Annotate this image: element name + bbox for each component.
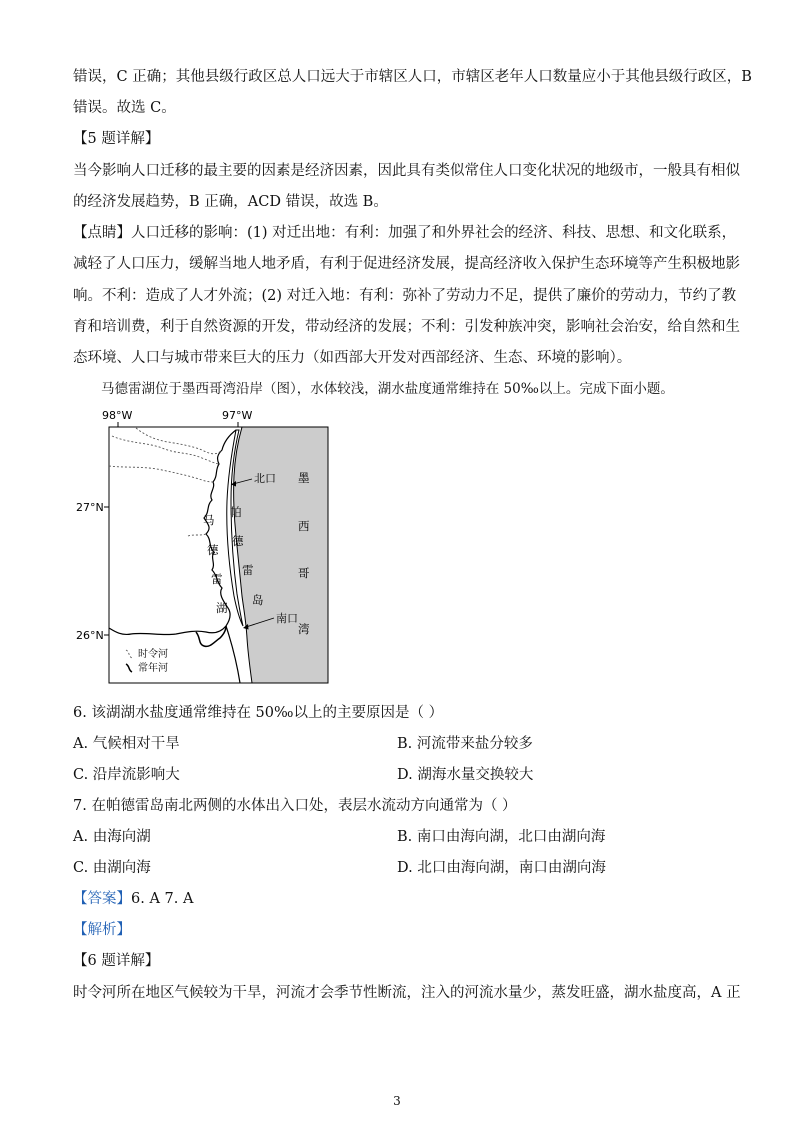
gulf-label-char: 哥 <box>298 566 310 580</box>
lake-label-char: 德 <box>207 543 219 557</box>
section-heading: 【5 题详解】 <box>73 131 160 147</box>
lon-label-98w: 98°W <box>102 409 133 422</box>
q7-option-d[interactable]: D. 北口由海向湖，南口由湖向海 <box>397 860 606 876</box>
island-label-char: 德 <box>232 534 244 548</box>
question-7-stem: 7. 在帕德雷岛南北两侧的水体出入口处，表层水流动方向通常为（ ） <box>73 798 517 814</box>
q6-option-c[interactable]: C. 沿岸流影响大 <box>73 767 180 783</box>
gulf-label-char: 墨 <box>298 471 310 485</box>
lake-label-char: 雷 <box>211 572 223 586</box>
text-line: 育和培训费，利于自然资源的开发，带动经济的发展；不利：引发种族冲突，影响社会治安，给自然和生 <box>73 319 740 335</box>
lat-label-27n: 27°N <box>76 501 104 514</box>
text-line: 错误。故选 C。 <box>73 100 176 116</box>
lake-label-char: 马 <box>203 513 215 527</box>
q6-option-d[interactable]: D. 湖海水量交换较大 <box>397 767 534 783</box>
gulf-label-char: 西 <box>298 519 310 533</box>
text-line: 态环境、人口与城市带来巨大的压力（如西部大开发对西部经济、生态、环境的影响）。 <box>73 350 632 366</box>
text-line: 的经济发展趋势，B 正确，ACD 错误，故选 B。 <box>73 194 388 210</box>
island-label-char: 岛 <box>252 593 264 607</box>
north-inlet-label: 北口 <box>254 472 276 485</box>
lat-label-26n: 26°N <box>76 629 104 642</box>
answer-text: 6. A 7. A <box>131 891 194 907</box>
page-number: 3 <box>393 1094 401 1108</box>
text-line: 响。不利：造成了人才外流；(2) 对迁入地：有利：弥补了劳动力不足，提供了廉价的劳动力，节约了教 <box>73 288 737 304</box>
south-inlet-label: 南口 <box>276 612 298 625</box>
lake-map <box>76 406 356 691</box>
gulf-label-char: 湾 <box>298 622 310 636</box>
text-line: 减轻了人口压力，缓解当地人地矛盾，有利于促进经济发展，提高经济收入保护生态环境等产生积极地影 <box>73 256 740 272</box>
lake-label-char: 湖 <box>216 601 228 615</box>
q7-option-b[interactable]: B. 南口由海向湖，北口由湖向海 <box>397 829 606 845</box>
island-label-char: 帕 <box>230 505 242 519</box>
island-label-char: 雷 <box>242 563 254 577</box>
section-heading: 【6 题详解】 <box>73 953 160 969</box>
q7-option-c[interactable]: C. 由湖向海 <box>73 860 151 876</box>
q6-option-b[interactable]: B. 河流带来盐分较多 <box>397 736 533 752</box>
analysis-label: 【解析】 <box>73 922 131 938</box>
legend-perennial-label: 常年河 <box>138 663 168 674</box>
text-line: 时令河所在地区气候较为干旱，河流才会季节性断流，注入的河流水量少，蒸发旺盛，湖水盐度高，A 正 <box>73 985 741 1001</box>
lon-label-97w: 97°W <box>222 409 253 422</box>
question-intro: 马德雷湖位于墨西哥湾沿岸（图），水体较浅，湖水盐度通常维持在 50‰以上。完成下面小题。 <box>101 381 674 397</box>
q7-option-a[interactable]: A. 由海向湖 <box>73 829 151 845</box>
tip-label: 【点睛】 <box>73 225 131 241</box>
tip-line <box>73 223 736 243</box>
text-line: 错误，C 正确；其他县级行政区总人口远大于市辖区人口，市辖区老年人口数量应小于其他县级行政区，B <box>73 69 752 85</box>
answer-line <box>73 889 193 909</box>
legend-intermittent-label: 时令河 <box>138 649 168 660</box>
question-6-stem: 6. 该湖湖水盐度通常维持在 50‰以上的主要原因是（ ） <box>73 705 444 721</box>
gulf-of-mexico <box>234 427 328 683</box>
answer-label: 【答案】 <box>73 891 131 907</box>
tip-text: 人口迁移的影响：(1) 对迁出地：有利：加强了和外界社会的经济、科技、思想、和文化联系， <box>131 225 737 241</box>
q6-option-a[interactable]: A. 气候相对干旱 <box>73 736 180 752</box>
text-line: 当今影响人口迁移的最主要的因素是经济因素，因此具有类似常住人口变化状况的地级市，一般具有相似 <box>73 163 740 179</box>
